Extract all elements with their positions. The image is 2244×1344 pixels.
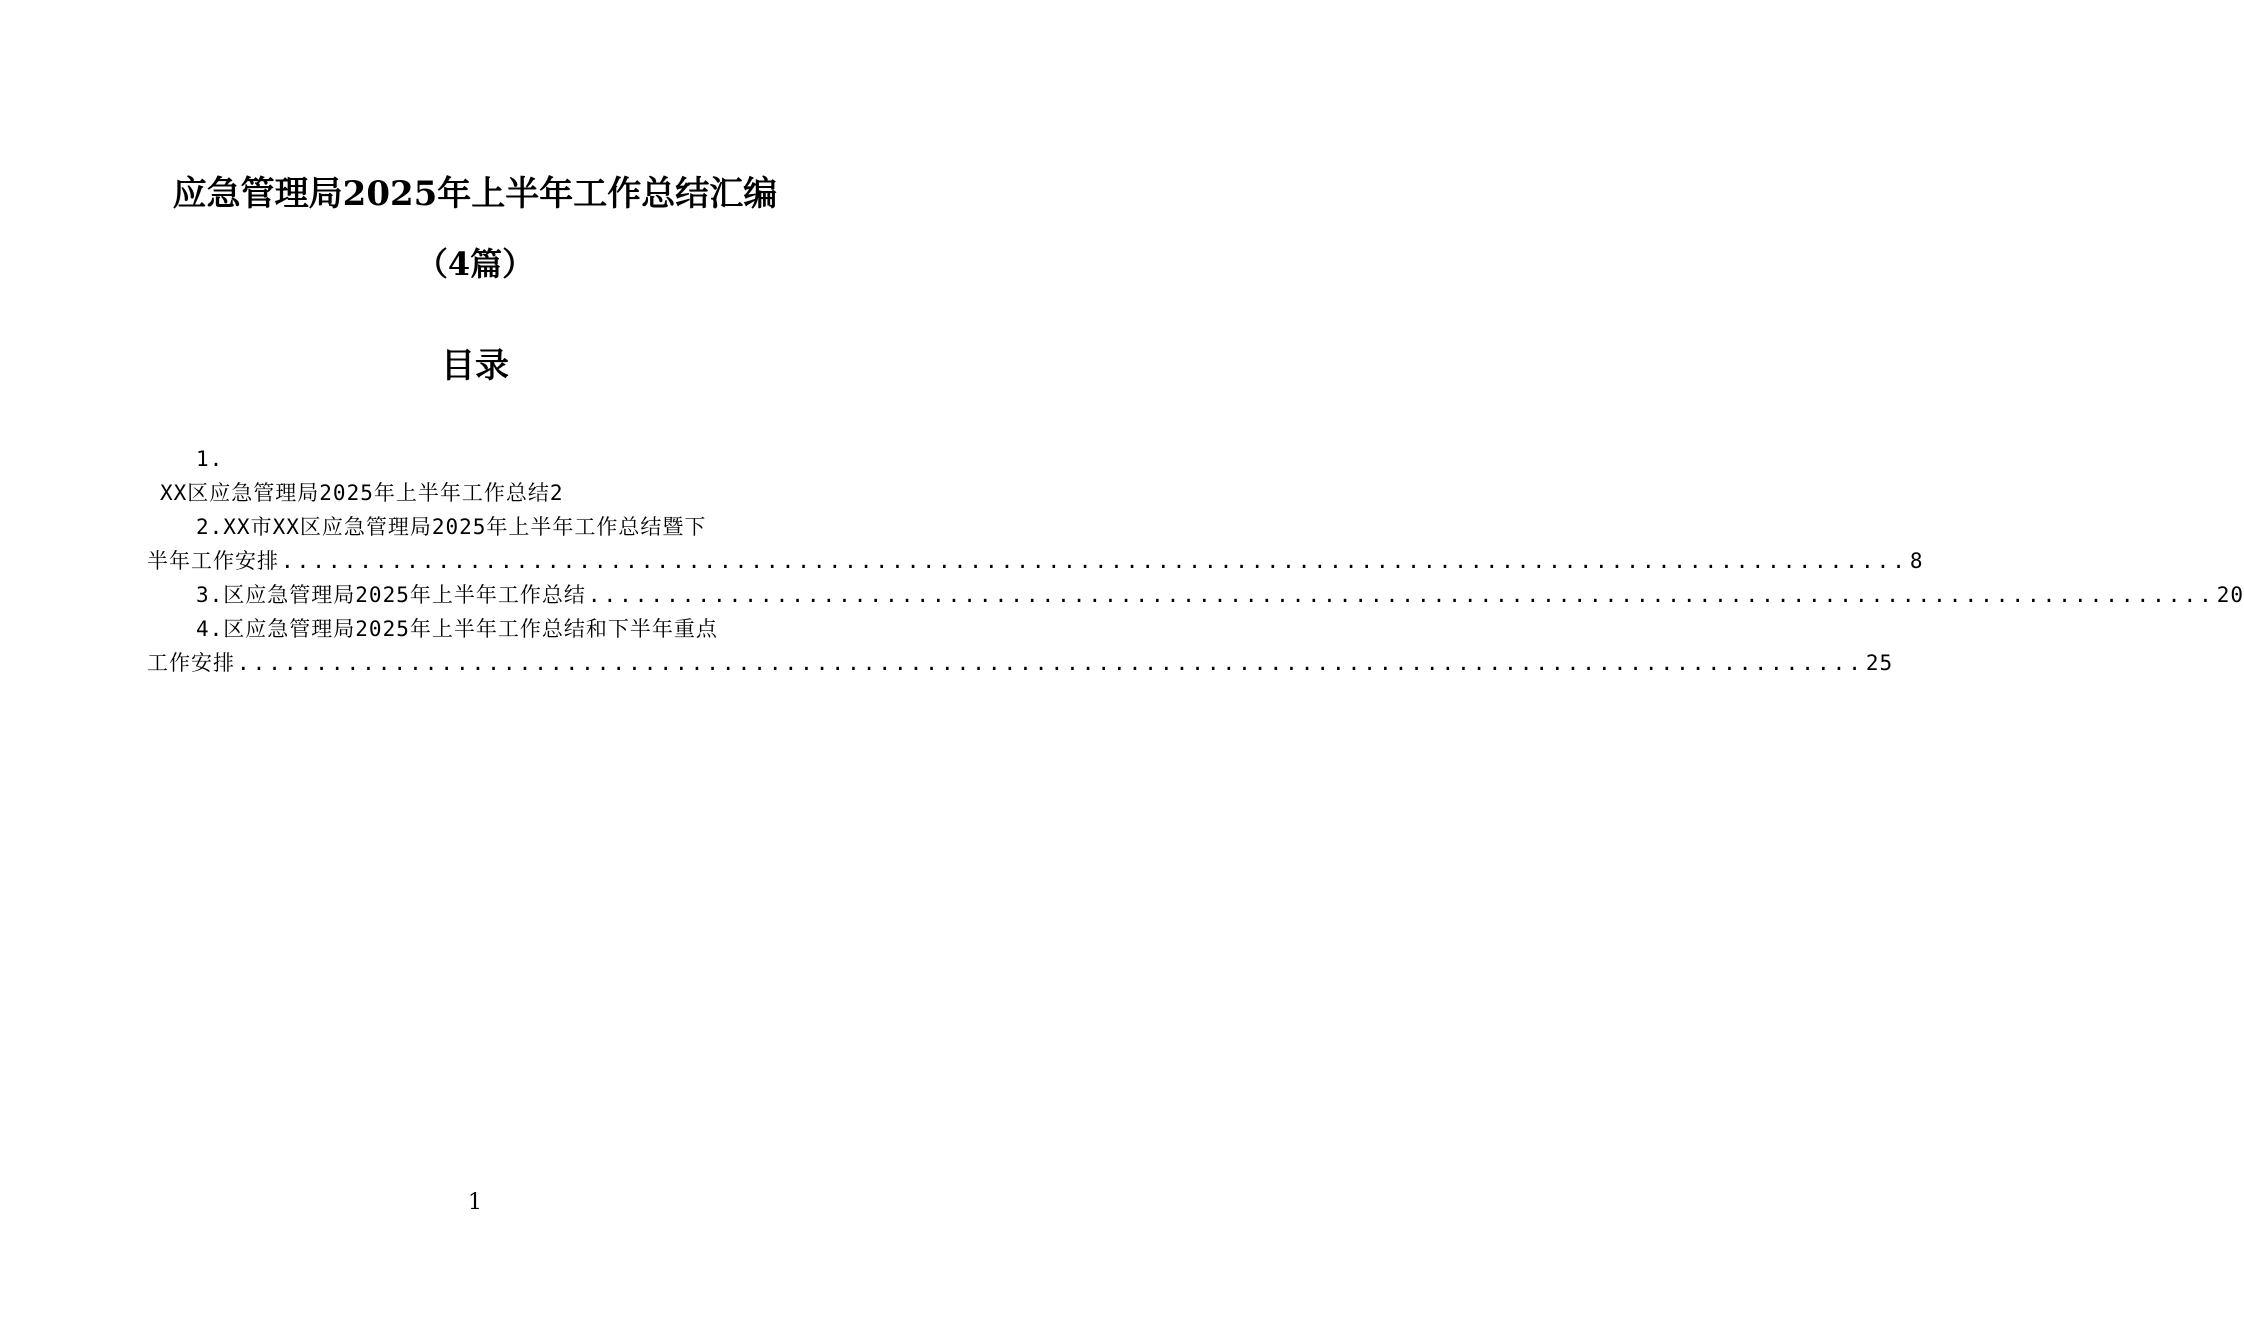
toc-entry-3-page: 20 [2216,583,2244,607]
toc-entry-2-second-line[interactable] [147,544,1924,578]
toc-entry-4-page: 25 [1865,651,1894,675]
toc-entry-1-number[interactable] [147,442,806,476]
document-subtitle: （4篇） [415,245,535,283]
page-number: 1 [468,1190,482,1215]
toc-entry-3-line1: 3.区应急管理局2025年上半年工作总结 [196,583,586,607]
toc-entry-4-line1: 4.区应急管理局2025年上半年工作总结和下半年重点 [196,617,718,641]
toc-entry-3[interactable] [147,578,2244,612]
toc-entry-2-first-line[interactable] [147,510,806,544]
dot-leader: ........................................................................................................ [237,651,1864,675]
toc-entry-2-line1: 2.XX市XX区应急管理局2025年上半年工作总结暨下 [196,515,707,539]
table-of-contents [147,442,2244,680]
dot-leader: ........................................................................................................ [587,583,2215,607]
toc-entry-4-line2: 工作安排 [147,651,235,675]
toc-entry-2-page: 8 [1909,549,1924,573]
toc-entry-1-line1: 1. [196,447,224,471]
toc-entry-4-second-line[interactable] [147,646,1894,680]
toc-entry-4-first-line[interactable] [147,612,806,646]
dot-leader: ........................................................................................................ [281,549,1908,573]
document-title: 应急管理局2025年上半年工作总结汇编 [172,174,778,214]
toc-heading: 目录 [441,346,509,386]
toc-entry-1-title[interactable] [147,476,806,510]
toc-entry-2-line2: 半年工作安排 [147,549,279,573]
toc-entry-1-line2: XX区应急管理局2025年上半年工作总结2 [160,481,564,505]
